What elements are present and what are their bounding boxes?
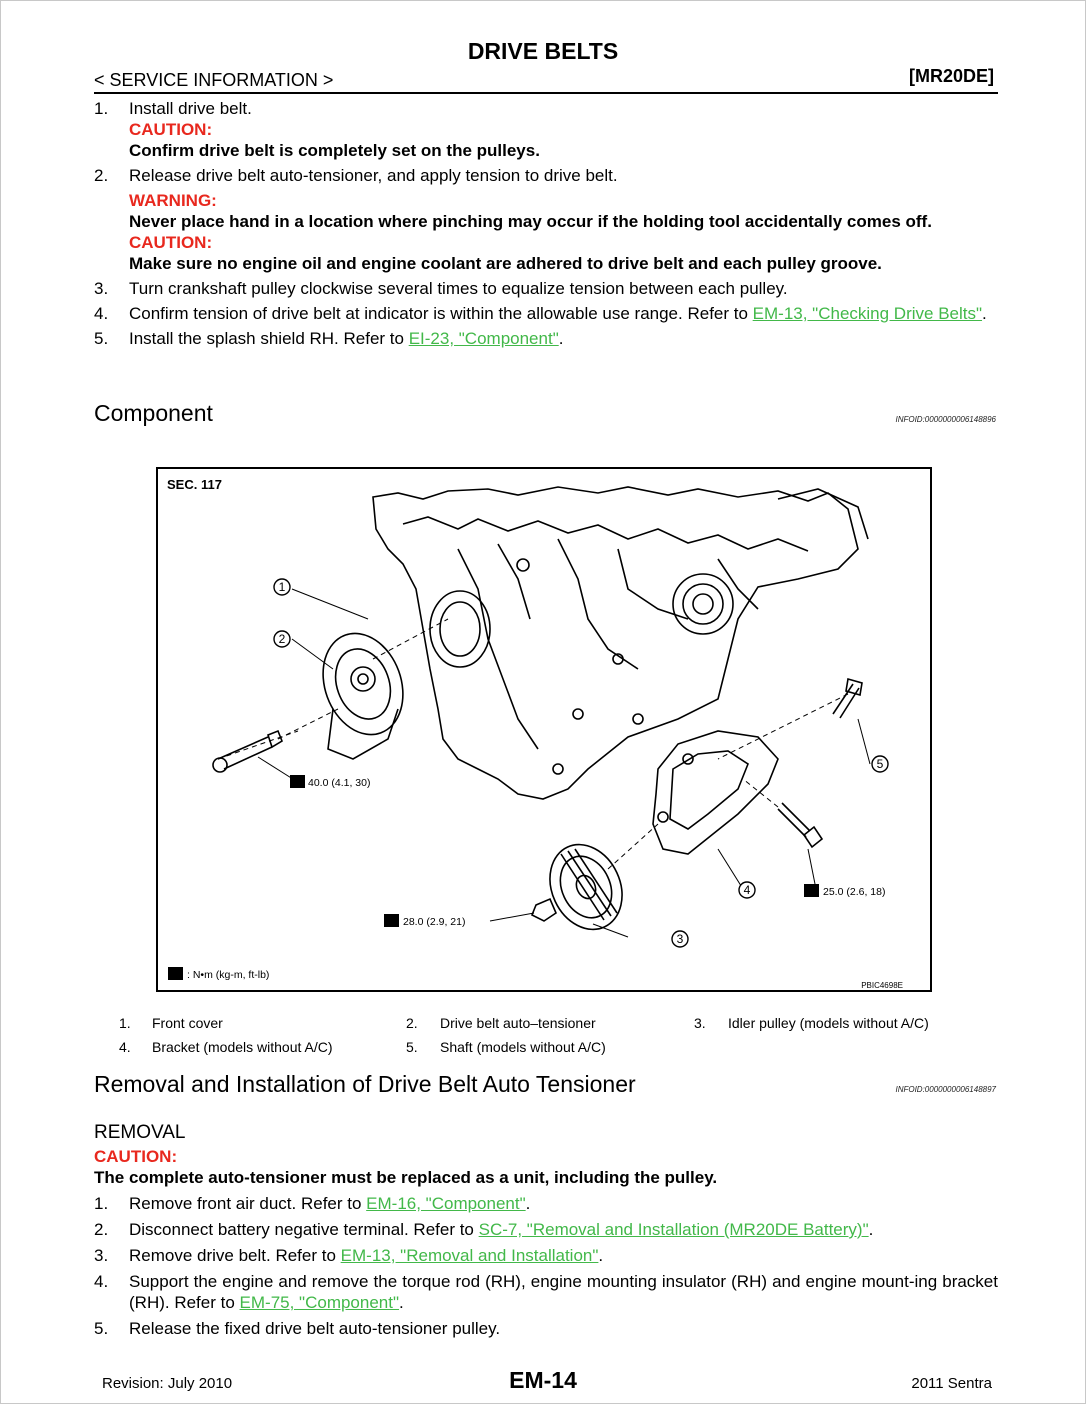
legend-front-cover: Front cover [152,1015,223,1031]
list-item: 1. Remove front air duct. Refer to EM-16, "Component". [94,1194,531,1213]
caution-text: Make sure no engine oil and engine coolant are adhered to drive belt and each pulley groove. [129,254,882,273]
torque-spec-tensioner-bolt: 40.0 (4.1, 30) [308,777,371,789]
link-sc7-removal-installation[interactable]: SC-7, "Removal and Installation (MR20DE Battery)" [478,1220,869,1239]
legend-idler-pulley: Idler pulley (models without A/C) [728,1015,929,1031]
torque-wrench-icon [804,884,819,897]
footer-vehicle: 2011 Sentra [911,1375,992,1392]
link-em16-component[interactable]: EM-16, "Component" [366,1194,526,1213]
warning-note [94,190,998,274]
list-item: 3. Turn crankshaft pulley clockwise several times to equalize tension between each pulley. [94,279,788,298]
link-em75-component[interactable]: EM-75, "Component" [239,1293,400,1312]
list-item: 4. Confirm tension of drive belt at indicator is within the allowable use range. Refer to EM-13, "Checking Drive Belts". [94,304,987,323]
legend-bracket: Bracket (models without A/C) [152,1039,333,1055]
torque-spec-idler-nut: 28.0 (2.9, 21) [403,916,466,928]
removal-installation-heading: Removal and Installation of Drive Belt Auto Tensioner [94,1071,636,1097]
legend-shaft: Shaft (models without A/C) [440,1039,606,1055]
torque-wrench-icon [290,775,305,788]
engine-illustration [158,469,930,990]
list-item: 5. Install the splash shield RH. Refer to EI-23, "Component". [94,329,564,348]
section-number: SEC. 117 [167,477,222,492]
footer-revision: Revision: July 2010 [102,1375,233,1392]
service-information-label: < SERVICE INFORMATION > [94,70,334,90]
figure-code: PBIC4698E [861,981,903,990]
footer-page-number: EM-14 [509,1367,577,1393]
torque-units-note: : N•m (kg-m, ft-lb) [187,969,270,981]
page-title: DRIVE BELTS [467,38,619,64]
list-item: 5. Release the fixed drive belt auto-tensioner pulley. [94,1319,501,1338]
callout-1: 1 [278,580,286,594]
torque-wrench-icon [384,914,399,927]
header-divider [94,92,998,94]
removal-infoid: INFOID:0000000006148897 [895,1085,996,1094]
engine-model-label: [MR20DE] [908,66,994,86]
warning-text: Never place hand in a location where pinching may occur if the holding tool accidentally comes off. [129,212,932,231]
removal-steps [94,1146,998,1339]
list-item: 2. Release drive belt auto-tensioner, and apply tension to drive belt. [94,166,618,185]
installation-steps [94,98,998,349]
component-infoid: INFOID:0000000006148896 [895,415,996,424]
list-item: 1. Install drive belt. [94,99,252,118]
list-item: 3. Remove drive belt. Refer to EM-13, "Removal and Installation". [94,1246,604,1265]
caution-text: Confirm drive belt is completely set on the pulleys. [129,141,540,160]
component-heading: Component [94,400,213,426]
list-item: 4. Support the engine and remove the torque rod (RH), engine mounting insulator (RH) and engine mount-ing bracket (RH). Refer to EM-75, "Component". [94,1272,998,1312]
warning-label: WARNING: [129,191,217,210]
list-item: 2. Disconnect battery negative terminal. Refer to SC-7, "Removal and Installation (MR20DE Battery)". [94,1220,874,1239]
callout-5: 5 [876,757,884,771]
callout-2: 2 [278,632,286,646]
link-em13-checking-drive-belts[interactable]: EM-13, "Checking Drive Belts" [752,304,983,323]
legend-auto-tensioner: Drive belt auto–tensioner [440,1015,596,1031]
caution-text: The complete auto-tensioner must be replaced as a unit, including the pulley. [94,1168,718,1187]
callout-4: 4 [743,883,751,897]
caution-label: CAUTION: [94,1147,178,1166]
component-legend: 1. Front cover 2. Drive belt auto–tensioner 3. Idler pulley (models without A/C) 4. Bracket (models without A/C) 5. Shaft (models without A/C) [119,1015,929,1055]
torque-wrench-icon [168,967,183,980]
caution-label: CAUTION: [129,120,213,139]
caution-note [94,119,998,161]
link-em13-removal-installation[interactable]: EM-13, "Removal and Installation" [340,1246,599,1265]
torque-spec-bracket-bolt: 25.0 (2.6, 18) [823,886,886,898]
link-ei23-component[interactable]: EI-23, "Component" [408,329,559,348]
removal-subheading: REMOVAL [94,1122,186,1143]
callout-3: 3 [676,932,684,946]
caution-label: CAUTION: [129,233,213,252]
component-diagram [156,467,932,992]
